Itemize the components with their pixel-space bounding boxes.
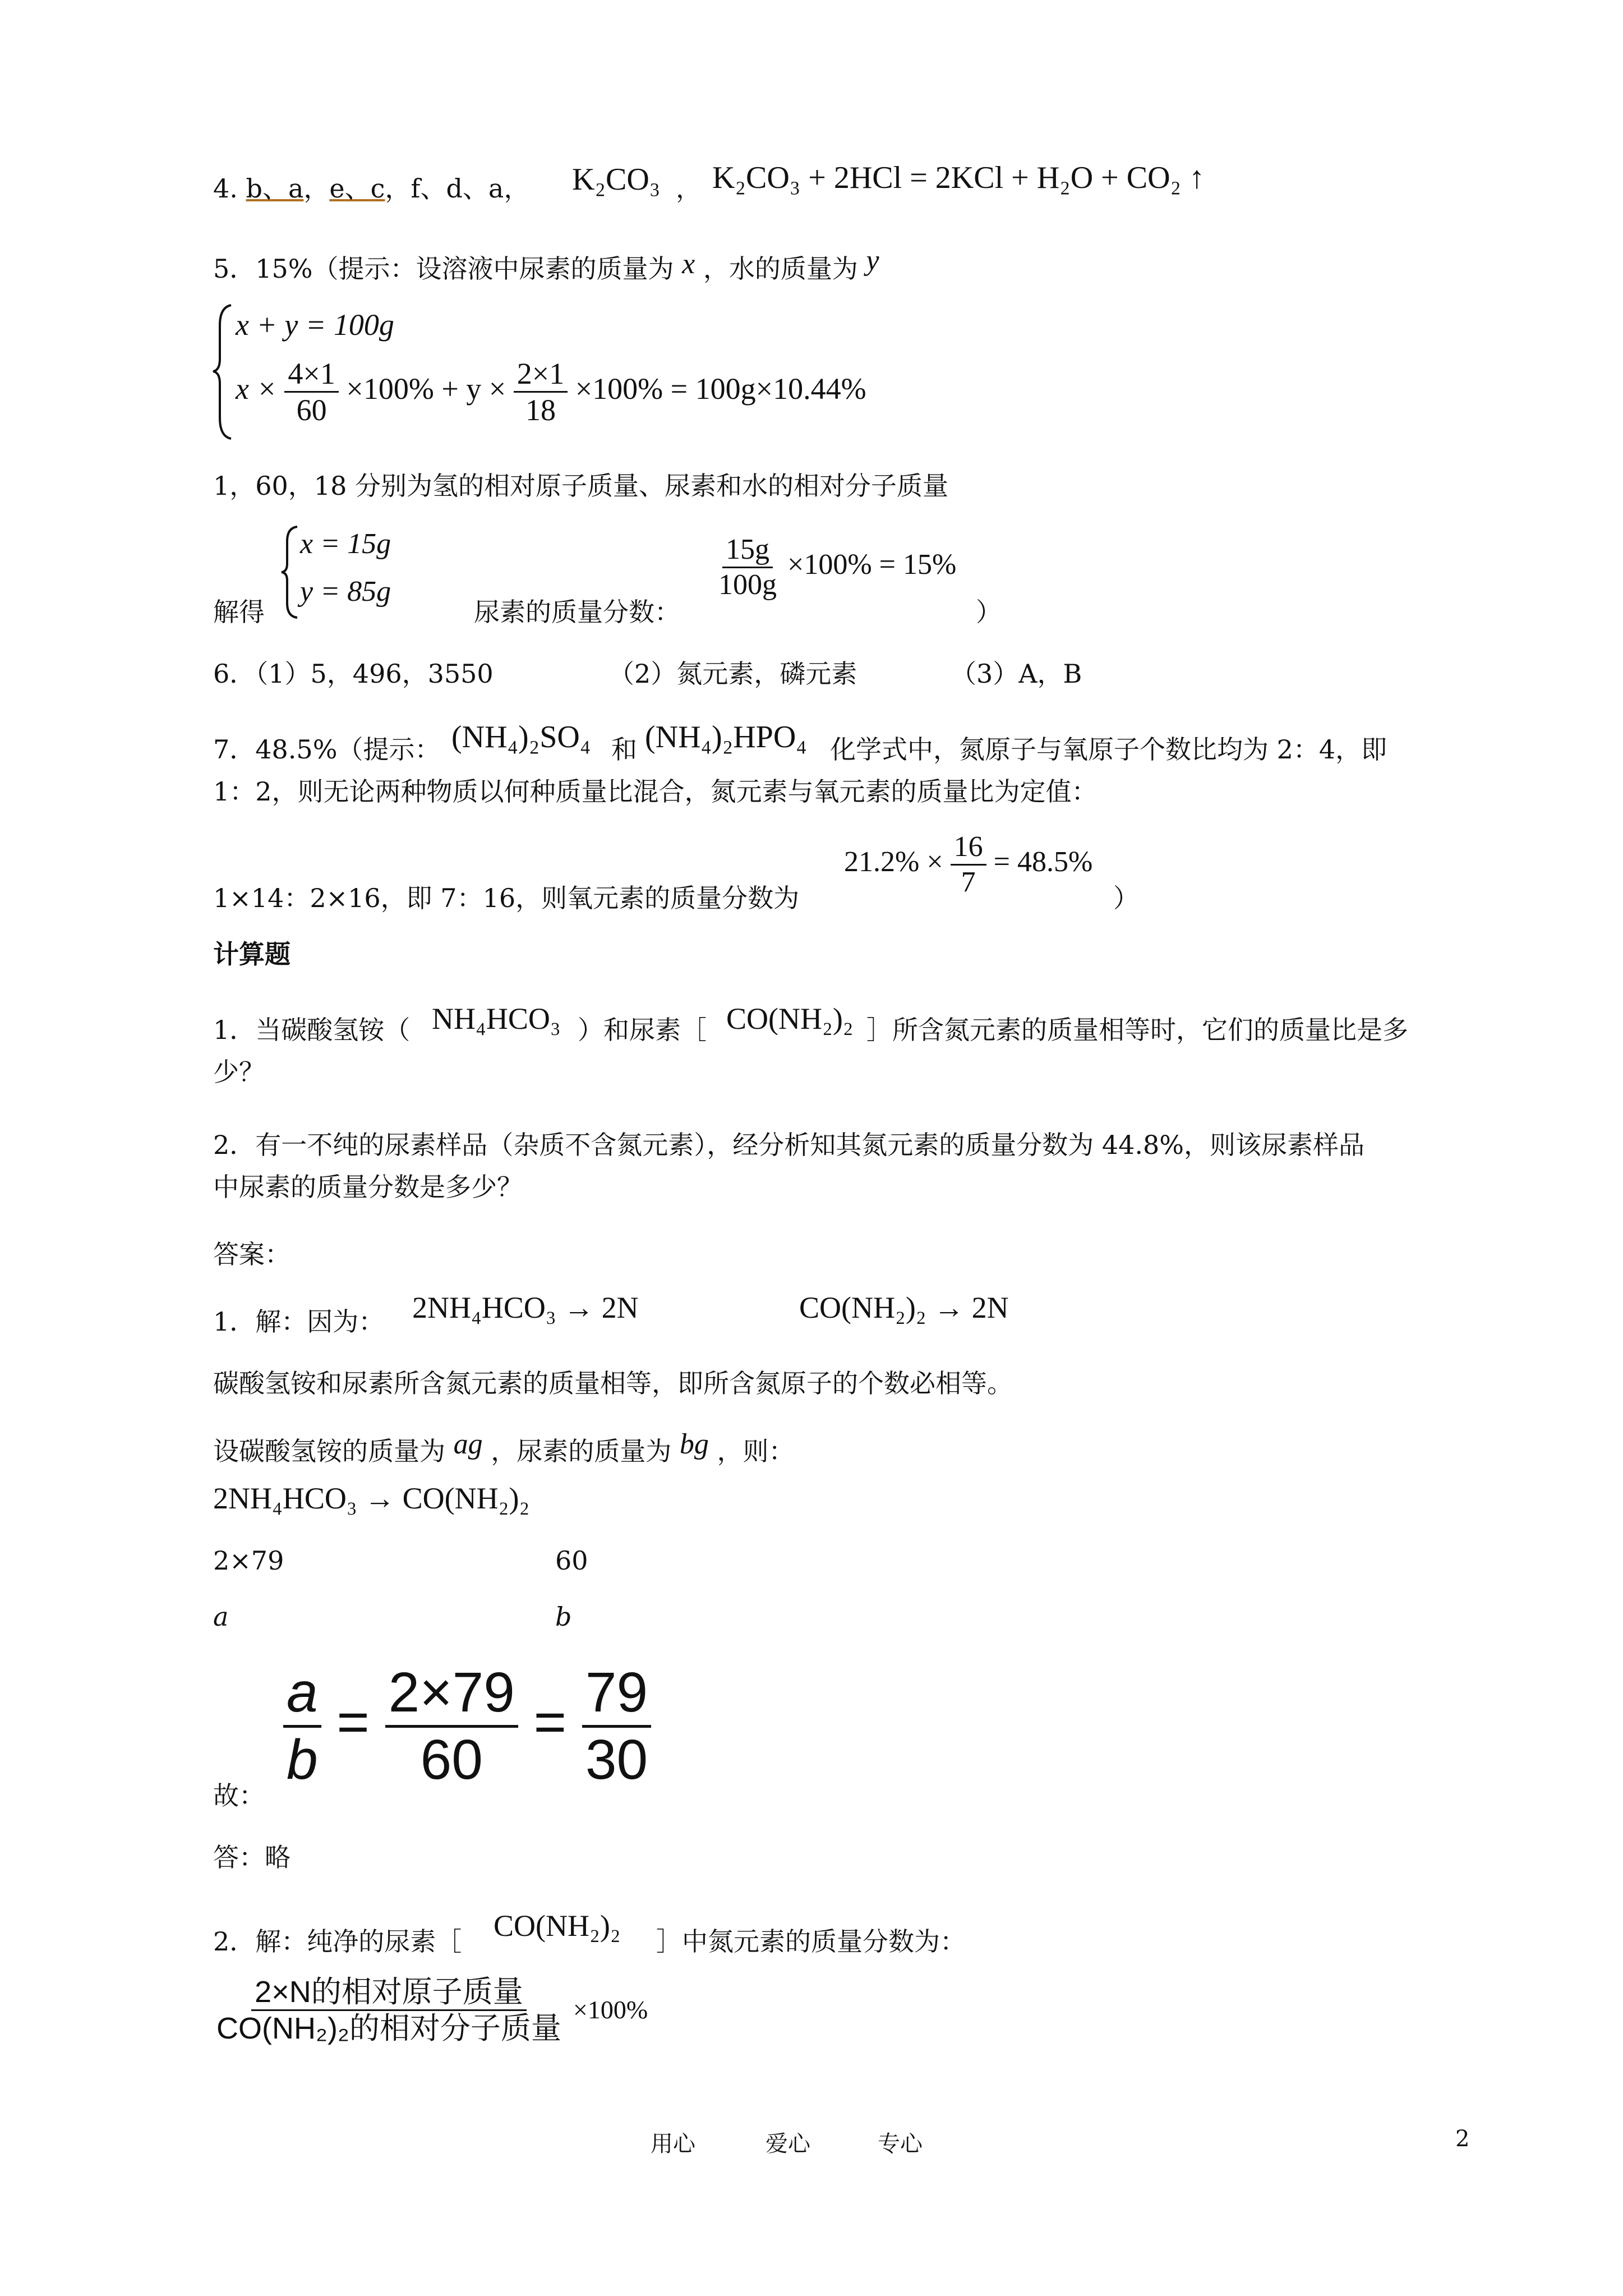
sequence-a2: a (488, 173, 504, 204)
s1-answer: 答：略 (213, 1842, 291, 1872)
q1-formula-urea: CO(NH₂)₂ (726, 1002, 854, 1036)
s2-part-a: 2．解：纯净的尿素［ (213, 1926, 462, 1957)
s1-line3: 设碳酸氢铵的质量为 ag ，尿素的质量为 bg ，则： (213, 1428, 795, 1466)
item5-line (213, 244, 879, 286)
item7-formula-ammonium-sulfate: (NH₄)₂SO₄ (451, 720, 591, 754)
solution-x: x = 15g (300, 528, 391, 560)
s1-relation-2: CO(NH₂)₂ → 2N (799, 1291, 1009, 1324)
page-number: 2 (1455, 2126, 1470, 2152)
item6-part1: 6．（1）5，496，3550 (213, 659, 494, 689)
item7-start: 7．48.5%（提示： (213, 734, 441, 765)
item5-note: 1，60，18 分别为氢的相对原子质量、尿素和水的相对分子质量 (213, 471, 948, 501)
item5-close: ） (976, 597, 1002, 627)
solution-y: y = 85g (300, 576, 391, 608)
s1-line2: 碳酸氢铵和尿素所含氮元素的质量相等，即所含氮原子的个数必相等。 (213, 1368, 1013, 1398)
item6-part3: （3）A，B (951, 659, 1082, 689)
answer-label: 答案： (213, 1239, 291, 1269)
footer-word-3: 专心 (878, 2131, 923, 2157)
item7-formula-ammonium-phosphate: (NH₄)₂HPO₄ (645, 720, 807, 754)
s1-relation-1: 2NH₄HCO₃ → 2N (412, 1291, 639, 1324)
equation-system-brace (212, 303, 234, 440)
item4-number: 4. (213, 173, 238, 204)
var-bg: bg (679, 1428, 709, 1460)
item7-line3: 1×14：2×16，即 7：16，则氧元素的质量分数为 (213, 883, 800, 913)
solution-brace (280, 524, 301, 620)
sequence-f: f (411, 173, 421, 204)
item4-line: 4. b、a，e、c，f、d、a， (213, 173, 530, 204)
sequence-b: b (246, 173, 262, 204)
item4-formula: K₂CO₃ (572, 162, 661, 197)
q2-line2: 中尿素的质量分数是多少？ (213, 1172, 523, 1202)
s2-formula-urea: CO(NH₂)₂ (494, 1909, 621, 1943)
section-title: 计算题 (213, 939, 291, 969)
item7-expression: 21.2% × $\frac{16}{7}$ = 48.5% (844, 831, 1093, 898)
s1-var-a: a (213, 1602, 229, 1632)
mass-fraction-label: 尿素的质量分数： (474, 597, 680, 627)
q1-line2: 少？ (213, 1057, 265, 1087)
item7-close: ） (1113, 883, 1139, 913)
item5-text: 5．15%（提示：设溶液中尿素的质量为 (213, 254, 674, 284)
sequence-d: d (446, 173, 463, 204)
sequence-e: e (329, 173, 345, 204)
sequence-a: a (288, 173, 304, 204)
fraction-h-in-water: $\frac{2\times 1}{18}$ (514, 356, 568, 427)
sequence-c: c (370, 173, 385, 204)
s2-fraction: $\frac{\text{2×N的相对原子质量}}{\text{CO(NH₂)₂的相对分子质量}}$ ×100% (216, 1975, 648, 2046)
var-x: x (682, 248, 695, 280)
q1-formula-nh4hco3: NH₄HCO₃ (432, 1002, 561, 1036)
s1-mass-1: 2×79 (213, 1545, 284, 1576)
s1-var-b: b (555, 1602, 572, 1632)
s1-intro: 1．解：因为： (213, 1306, 385, 1337)
var-ag: ag (453, 1428, 483, 1460)
q1-part-c: ］所含氮元素的质量相等时，它们的质量比是多 (866, 1015, 1408, 1045)
q1-part-a: 1．当碳酸氢铵（ (213, 1015, 411, 1045)
s1-mass-2: 60 (555, 1545, 588, 1576)
var-y: y (866, 245, 879, 277)
item7-and: 和 (611, 734, 637, 765)
item6-part2: （2）氮元素，磷元素 (608, 659, 857, 689)
s2-part-b: ］中氮元素的质量分数为： (656, 1926, 966, 1957)
equation-1: x + y = 100g (236, 308, 394, 342)
q2-line1: 2．有一不纯的尿素样品（杂质不含氮元素），经分析知其氮元素的质量分数为 44.8%，则该尿素样品 (213, 1130, 1365, 1160)
s1-gu: 故： (213, 1780, 265, 1811)
s1-ratio-expression: $\frac{a}{b}$ = $\frac{2\times 79}{60}$ = $\frac{79}{30}$ (283, 1660, 651, 1792)
footer-word-1: 用心 (651, 2131, 695, 2157)
item7-line2: 1：2，则无论两种物质以何种质量比混合，氮元素与氧元素的质量比为定值： (213, 776, 1098, 807)
item4-equation: K₂CO₃ + 2HCl = 2KCl + H₂O + CO₂ ↑ (712, 160, 1205, 195)
item5-mid: ，水的质量为 (703, 254, 858, 284)
footer-word-2: 爱心 (766, 2131, 810, 2157)
q1-part-b: ）和尿素［ (578, 1015, 707, 1045)
mass-fraction-result: $\frac{15g}{100g}$ ×100% = 15% (718, 533, 957, 601)
s1-reaction: 2NH₄HCO₃ → CO(NH₂)₂ (213, 1481, 530, 1515)
item7-rest: 化学式中，氮原子与氧原子个数比均为 2：4，即 (830, 734, 1387, 765)
fraction-h-in-urea: $\frac{4\times 1}{60}$ (284, 356, 338, 427)
solve-label: 解得 (213, 597, 265, 627)
equation-2: x × $\frac{4\times 1}{60}$ ×100% + y × $\frac{2\times 1}{18}$ ×100% = 100g×10.44% (236, 357, 866, 427)
